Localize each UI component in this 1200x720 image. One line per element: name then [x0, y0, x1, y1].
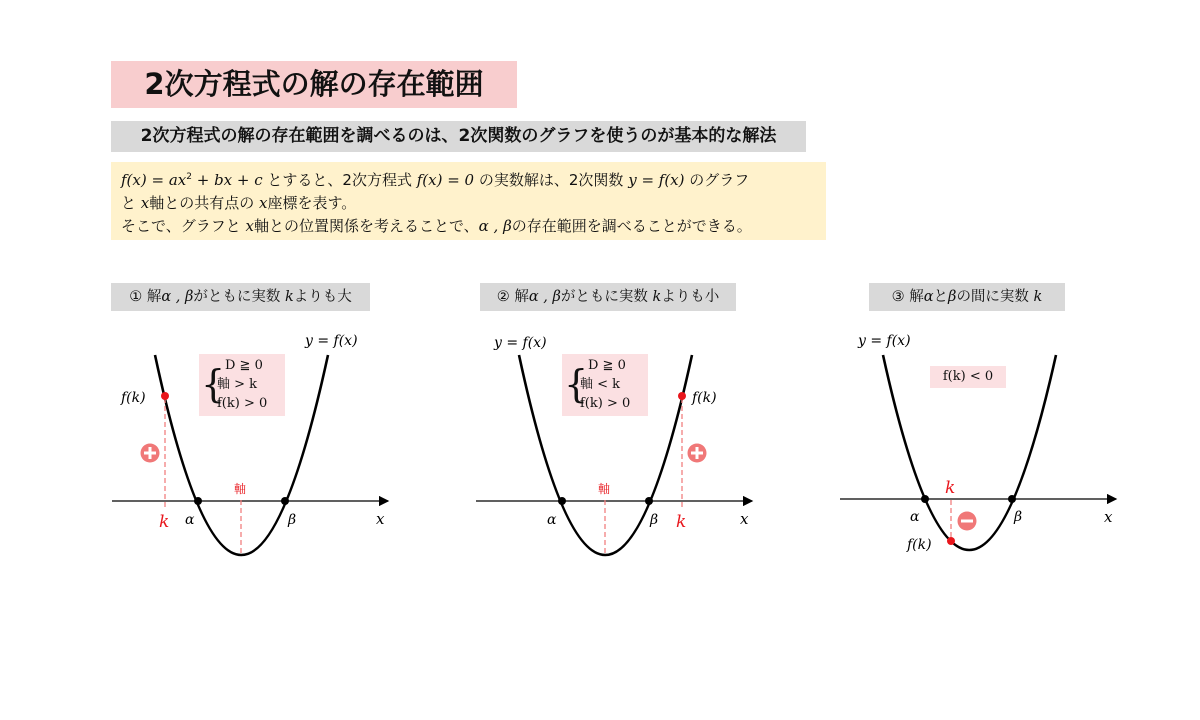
- minus-circle-icon: [958, 512, 977, 531]
- text: の存在範囲を調べることができる。: [511, 217, 752, 235]
- text: と: [121, 194, 141, 212]
- axis-label: 軸: [598, 482, 611, 496]
- condition-axis: 軸 > k: [217, 377, 258, 392]
- eq-x: x: [140, 194, 150, 212]
- brace: {: [564, 362, 589, 406]
- eq-fx-zero: f(x) = 0: [416, 171, 475, 189]
- case-2-graph: [476, 335, 752, 555]
- root-alpha-point: [558, 497, 566, 505]
- fk-point: [678, 392, 686, 400]
- math: α , β: [161, 289, 194, 305]
- alpha-label: α: [185, 512, 195, 528]
- math: α , β: [528, 289, 561, 305]
- text: の間に実数: [956, 289, 1034, 305]
- text: ② 解: [496, 289, 529, 305]
- eq-y-fx: y = f(x): [628, 171, 685, 189]
- condition-axis: 軸 < k: [580, 377, 621, 392]
- math: α: [923, 289, 934, 305]
- beta-label: β: [650, 512, 659, 528]
- beta-label: β: [1014, 509, 1023, 525]
- condition-discriminant: D ≧ 0: [225, 358, 263, 373]
- root-beta-point: [281, 497, 289, 505]
- fk-label: f(k): [121, 390, 146, 406]
- plus-circle-icon: [141, 444, 160, 463]
- text: 軸との位置関係を考えることで、: [253, 217, 479, 235]
- x-label: x: [740, 510, 749, 528]
- plus-circle-icon: [688, 444, 707, 463]
- x-label: x: [376, 510, 385, 528]
- fk-label: f(k): [692, 390, 717, 406]
- brace: {: [201, 362, 226, 406]
- text: 軸との共有点の: [149, 194, 260, 212]
- text: よりも小: [661, 289, 720, 305]
- fk-point: [161, 392, 169, 400]
- curve-label: y = f(x): [494, 335, 547, 351]
- condition-fk: f(k) > 0: [580, 396, 631, 411]
- text: ③ 解: [891, 289, 924, 305]
- text: ① 解: [129, 289, 162, 305]
- axis-label: 軸: [234, 482, 247, 496]
- subtitle-banner: 2次方程式の解の存在範囲を調べるのは、2次関数のグラフを使うのが基本的な解法: [111, 121, 806, 152]
- math: k: [284, 289, 294, 305]
- math: β: [948, 289, 957, 305]
- text: とすると、2次方程式: [262, 171, 417, 189]
- fk-point: [947, 537, 955, 545]
- eq-fx: f(x) = ax: [121, 171, 187, 189]
- text: 座標を表す。: [267, 194, 357, 212]
- k-label: k: [945, 478, 956, 498]
- text: がともに実数: [560, 289, 653, 305]
- fk-label: f(k): [907, 537, 932, 553]
- case-3-graph: [840, 333, 1116, 553]
- text: がともに実数: [193, 289, 285, 305]
- eq-alpha-beta: α , β: [478, 217, 512, 235]
- math: k: [652, 289, 662, 305]
- root-beta-point: [1008, 495, 1016, 503]
- curve-label: y = f(x): [858, 333, 911, 349]
- k-label: k: [676, 512, 687, 532]
- alpha-label: α: [547, 512, 557, 528]
- root-alpha-point: [921, 495, 929, 503]
- case-1-graph: [112, 333, 388, 555]
- eq-x: x: [259, 194, 268, 212]
- text: よりも大: [293, 289, 352, 305]
- math: k: [1033, 289, 1043, 305]
- page-title: 2次方程式の解の存在範囲: [111, 61, 517, 108]
- root-alpha-point: [194, 497, 202, 505]
- text: と: [933, 289, 949, 305]
- eq-fx-rest: + bx + c: [191, 171, 263, 189]
- x-label: x: [1104, 508, 1113, 526]
- text: そこで、グラフと: [121, 217, 246, 235]
- text: のグラフ: [684, 171, 750, 189]
- beta-label: β: [288, 512, 297, 528]
- text: の実数解は、2次関数: [474, 171, 629, 189]
- k-label: k: [159, 512, 170, 532]
- condition-discriminant: D ≧ 0: [588, 358, 626, 373]
- root-beta-point: [645, 497, 653, 505]
- alpha-label: α: [910, 509, 920, 525]
- eq-x: x: [245, 217, 254, 235]
- eq-exponent: 2: [186, 172, 192, 182]
- curve-label: y = f(x): [305, 333, 358, 349]
- condition-fk: f(k) < 0: [942, 369, 994, 384]
- condition-fk: f(k) > 0: [217, 396, 268, 411]
